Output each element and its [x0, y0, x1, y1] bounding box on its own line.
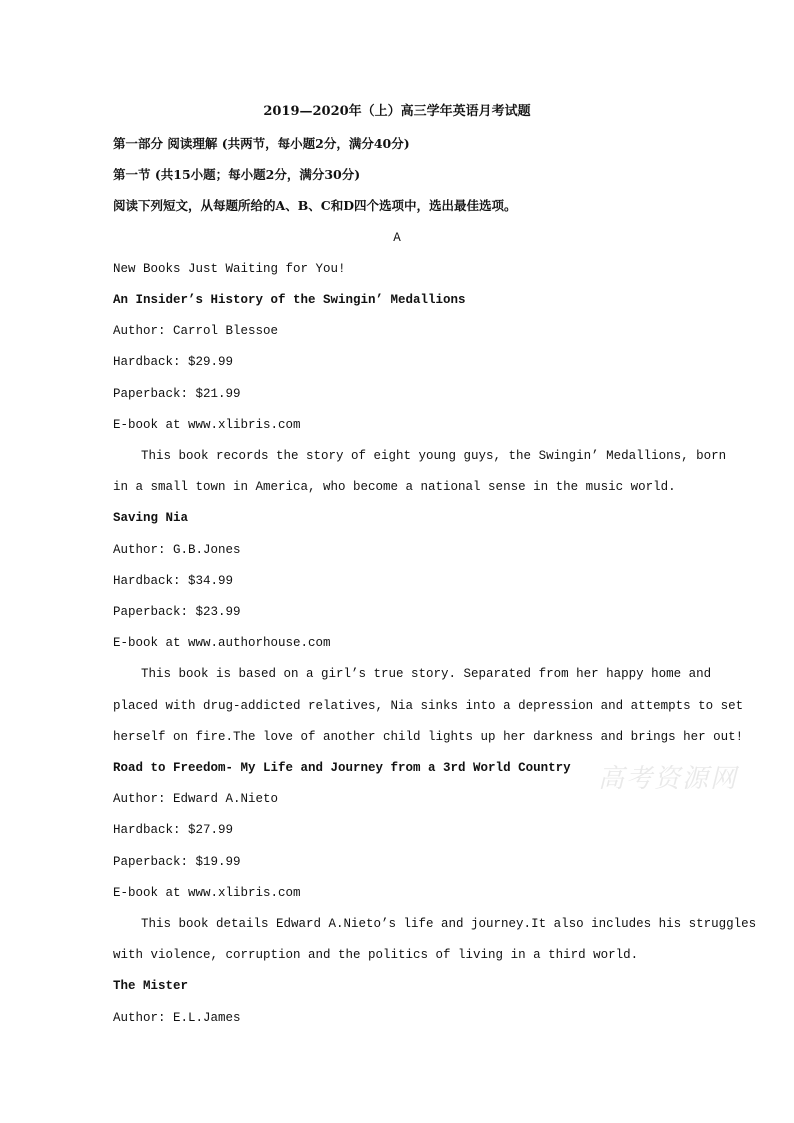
book-ebook-source: E-book at www.xlibris.com [113, 886, 301, 900]
watermark: 高考资源网 [598, 764, 739, 794]
instruction-text: 阅读下列短文，从每题所给的A、B、C和D四个选项中，选出最佳选项。 [113, 198, 517, 213]
exam-title: 2019—2020年（上）高三学年英语月考试题 [263, 104, 531, 119]
book-title: An Insider’s History of the Swingin’ Medallions [113, 293, 466, 307]
book-title: The Mister [113, 979, 189, 993]
book-hardback-price: Hardback: $27.99 [113, 823, 234, 837]
book-ebook-source: E-book at www.xlibris.com [113, 418, 301, 432]
book-author: Author: G.B.Jones [113, 543, 241, 557]
book-hardback-price: Hardback: $29.99 [113, 355, 234, 369]
book-ebook-source: E-book at www.authorhouse.com [113, 636, 331, 650]
book-author: Author: Edward A.Nieto [113, 792, 279, 806]
book-paperback-price: Paperback: $23.99 [113, 605, 241, 619]
book-paperback-price: Paperback: $19.99 [113, 855, 241, 869]
book-author: Author: E.L.James [113, 1011, 241, 1025]
section-heading: 第一节 (共15小题；每小题2分，满分30分) [113, 167, 361, 182]
passage-label: A [393, 231, 401, 245]
book-description-line: This book records the story of eight young guys, the Swingin’ Medallions, born [141, 449, 727, 463]
passage-intro: New Books Just Waiting for You! [113, 262, 346, 276]
book-author: Author: Carrol Blessoe [113, 324, 279, 338]
book-description-line: This book is based on a girl’s true story. Separated from her happy home and [141, 667, 712, 681]
book-description-line: herself on fire.The love of another child lights up her darkness and brings her out! [113, 730, 744, 744]
book-description-line: This book details Edward A.Nieto’s life and journey.It also includes his struggles [141, 917, 757, 931]
book-paperback-price: Paperback: $21.99 [113, 387, 241, 401]
book-description-line: placed with drug-addicted relatives, Nia sinks into a depression and attempts to set [113, 699, 744, 713]
book-title: Road to Freedom- My Life and Journey from a 3rd World Country [113, 761, 571, 775]
book-title: Saving Nia [113, 511, 189, 525]
book-description-line: with violence, corruption and the politics of living in a third world. [113, 948, 639, 962]
part-heading: 第一部分 阅读理解 (共两节，每小题2分，满分40分) [113, 136, 410, 151]
book-hardback-price: Hardback: $34.99 [113, 574, 234, 588]
book-description-line: in a small town in America, who become a national sense in the music world. [113, 480, 676, 494]
